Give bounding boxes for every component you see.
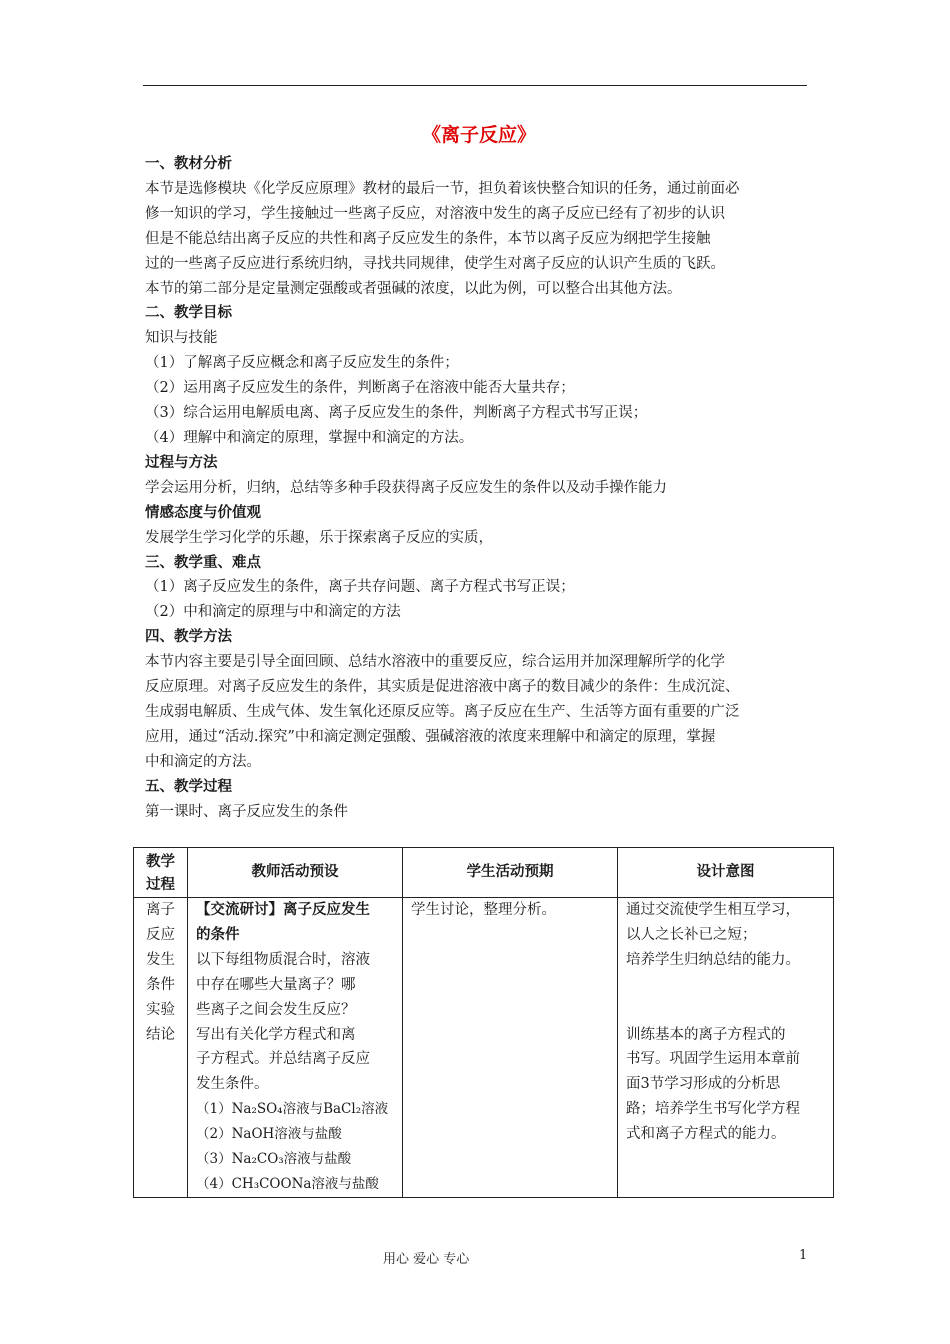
intent-line: 训练基本的离子方程式的 — [626, 1026, 786, 1043]
teacher-activity-line: 以下每组物质混合时，溶液 — [196, 951, 370, 968]
document-body — [145, 122, 813, 824]
intent-line: 书写。巩固学生运用本章前 — [626, 1051, 800, 1068]
stage-line: 条件 — [146, 976, 175, 993]
header-student: 学生活动预期 — [403, 848, 618, 898]
keypoint-item: （2）中和滴定的原理与中和滴定的方法 — [145, 604, 401, 621]
analysis-line: 过的一些离子反应进行系统归纳，寻找共同规律，使学生对离子反应的认识产生质的飞跃。 — [145, 255, 725, 272]
section-heading-process: 五、教学过程 — [145, 777, 232, 795]
attitude-label: 情感态度与价值观 — [145, 503, 261, 521]
section-heading-analysis: 一、教材分析 — [145, 155, 232, 172]
lesson-subtitle: 第一课时、离子反应发生的条件 — [145, 803, 348, 820]
lesson-plan-table — [133, 847, 834, 1198]
stage-line: 结论 — [146, 1026, 175, 1043]
teacher-activity-line: 发生条件。 — [196, 1076, 269, 1093]
table-row — [134, 898, 834, 1198]
knowledge-item: （2）运用离子反应发生的条件，判断离子在溶液中能否大量共存； — [145, 380, 575, 397]
keypoint-item: （1）离子反应发生的条件，离子共存问题、离子方程式书写正误； — [145, 579, 575, 596]
stage-line: 发生 — [146, 951, 175, 968]
analysis-line: 修一知识的学习，学生接触过一些离子反应，对溶液中发生的离子反应已经有了初步的认识 — [145, 205, 725, 222]
section-heading-keypoints: 三、教学重、难点 — [145, 553, 261, 571]
teacher-activity-heading: 【交流研讨】离子反应发生 — [196, 901, 370, 918]
intent-line: 面3节学习形成的分析思 — [626, 1076, 781, 1093]
document-title: 《离子反应》 — [421, 124, 536, 146]
stage-line: 实验 — [146, 1001, 175, 1018]
stage-line: 离子 — [146, 902, 175, 918]
intent-line: 以人之长补已之短； — [626, 926, 757, 943]
analysis-line: 本节是选修模块《化学反应原理》教材的最后一节，担负着该快整合知识的任务，通过前面必 — [145, 180, 740, 197]
intent-line: 式和离子方程式的能力。 — [626, 1126, 786, 1143]
methods-line: 反应原理。对离子反应发生的条件，其实质是促进溶液中离子的数目减少的条件：生成沉淀、 — [145, 679, 740, 696]
process-label: 过程与方法 — [145, 453, 218, 471]
teacher-activity-line: 写出有关化学方程式和离 — [196, 1026, 356, 1043]
section-heading-methods: 四、教学方法 — [145, 628, 232, 646]
analysis-line: 本节的第二部分是定量测定强酸或者强碱的浓度，以此为例，可以整合出其他方法。 — [145, 280, 682, 297]
methods-line: 本节内容主要是引导全面回顾、总结水溶液中的重要反应，综合运用并加深理解所学的化学 — [145, 654, 725, 671]
page-number: 1 — [799, 1248, 808, 1263]
reaction-item: （2）NaOH溶液与盐酸 — [196, 1126, 342, 1143]
table-header-row — [134, 848, 834, 898]
student-activity-text: 学生讨论，整理分析。 — [411, 902, 556, 918]
teacher-activity-line: 些离子之间会发生反应？ — [196, 1001, 356, 1018]
teacher-activity-line: 子方程式。并总结离子反应 — [196, 1051, 370, 1068]
intent-line: 培养学生归纳总结的能力。 — [626, 951, 800, 968]
teacher-activity-heading: 的条件 — [196, 925, 240, 943]
stage-cell — [134, 898, 188, 1198]
stage-line: 反应 — [146, 926, 175, 943]
header-rule — [143, 85, 807, 86]
reaction-item: （4）CH₃COONa溶液与盐酸 — [196, 1175, 379, 1192]
student-activity-cell — [403, 898, 618, 1198]
teacher-activity-line: 中存在哪些大量离子？哪 — [196, 976, 356, 993]
knowledge-item: （4）理解中和滴定的原理，掌握中和滴定的方法。 — [145, 429, 474, 446]
reaction-item: （3）Na₂CO₃溶液与盐酸 — [196, 1151, 352, 1168]
intent-line: 通过交流使学生相互学习， — [626, 902, 800, 918]
header-stage: 教学 过程 — [134, 848, 188, 898]
attitude-text: 发展学生学习化学的乐趣，乐于探索离子反应的实质， — [145, 529, 493, 546]
process-text: 学会运用分析，归纳，总结等多种手段获得离子反应发生的条件以及动手操作能力 — [145, 479, 667, 496]
methods-line: 生成弱电解质、生成气体、发生氧化还原反应等。离子反应在生产、生活等方面有重要的广泛 — [145, 703, 740, 720]
footer-motto: 用心 爱心 专心 — [383, 1252, 470, 1267]
section-heading-objectives: 二、教学目标 — [145, 304, 232, 322]
header-teacher: 教师活动预设 — [188, 848, 403, 898]
methods-line: 中和滴定的方法。 — [145, 753, 261, 770]
header-intent: 设计意图 — [618, 848, 834, 898]
reaction-item: （1）Na₂SO₄溶液与BaCl₂溶液 — [196, 1101, 389, 1118]
knowledge-label: 知识与技能 — [145, 330, 218, 347]
teacher-activity-cell — [188, 898, 403, 1198]
analysis-line: 但是不能总结出离子反应的共性和离子反应发生的条件，本节以离子反应为纲把学生接触 — [145, 230, 711, 247]
knowledge-item: （1）了解离子反应概念和离子反应发生的条件； — [145, 355, 459, 372]
design-intent-cell — [618, 898, 834, 1198]
knowledge-item: （3）综合运用电解质电离、离子反应发生的条件，判断离子方程式书写正误； — [145, 405, 648, 422]
intent-line: 路；培养学生书写化学方程 — [626, 1101, 800, 1118]
methods-line: 应用，通过“活动.探究”中和滴定测定强酸、强碱溶液的浓度来理解中和滴定的原理，掌握 — [145, 728, 716, 745]
